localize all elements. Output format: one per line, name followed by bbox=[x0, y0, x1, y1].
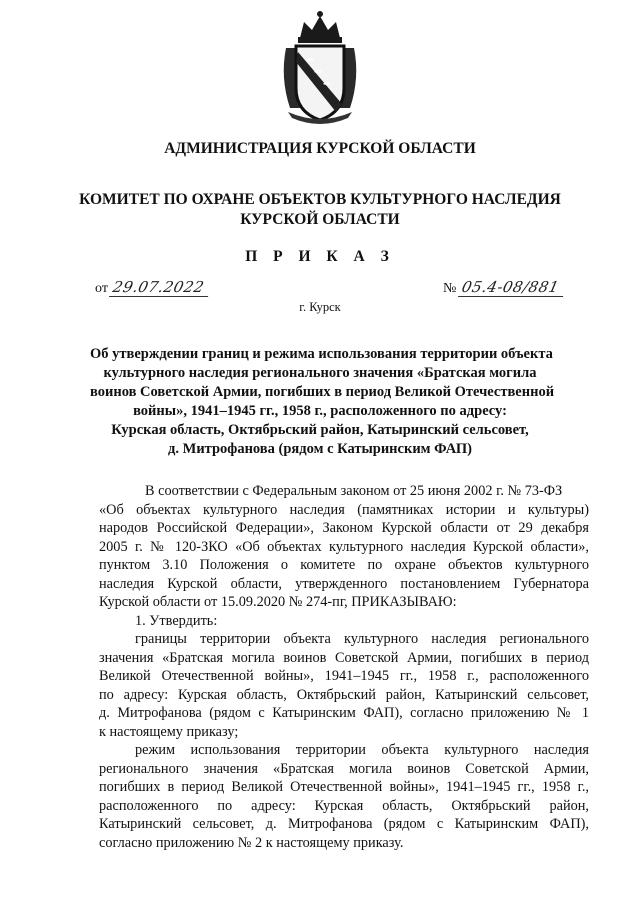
body-line: д. Митрофанова (рядом с Катыринским ФАП), согласно приложению № 1 bbox=[99, 705, 589, 721]
body-line: регионального значения «Братская могила воинов Советской Армии, bbox=[99, 760, 589, 777]
body-line: к настоящему приказу; bbox=[99, 723, 239, 740]
number-prefix: № bbox=[443, 281, 457, 296]
body-line: 2005 г. № 120-ЗКО «Об объектах культурного наследия Курской области», bbox=[99, 538, 589, 555]
body-line: «Об объектах культурного наследия (памятниках истории и культуры) bbox=[99, 501, 589, 518]
body-line: В соответствии с Федеральным законом от 25 июня 2002 г. № 73-ФЗ bbox=[145, 483, 563, 499]
committee-title-line: КУРСКОЙ ОБЛАСТИ bbox=[240, 211, 400, 228]
date-field bbox=[95, 278, 210, 297]
body-line: расположенного по адресу: Курская область, Октябрьский район, bbox=[99, 797, 589, 814]
body-line: Великой Отечественной войны», 1941–1945 гг., 1958 г., расположенного bbox=[99, 668, 589, 684]
subject-line: Об утверждении границ и режима использования территории объекта bbox=[90, 346, 553, 362]
committee-title bbox=[0, 190, 640, 230]
number-field bbox=[443, 278, 565, 297]
body-line: пунктом 3.10 Положения о комитете по охране объектов культурного bbox=[99, 557, 589, 573]
subject-line: культурного наследия регионального значения «Братская могила bbox=[103, 365, 537, 381]
date-prefix: от bbox=[95, 281, 108, 296]
body-line: Курской области от 15.09.2020 № 274-пг, ПРИКАЗЫВАЮ: bbox=[99, 594, 457, 610]
order-subject bbox=[90, 345, 555, 459]
body-line: значения «Братская могила воинов Советской Армии, погибших в период bbox=[99, 649, 589, 666]
body-line: погибших в период Великой Отечественной войны», 1941–1945 гг., 1958 г., bbox=[99, 779, 589, 795]
body-line: наследия Курской области, утвержденного постановлением Губернатора bbox=[99, 575, 589, 592]
subject-line: воинов Советской Армии, погибших в период Великой Отечественной bbox=[90, 384, 555, 400]
subject-line: Курская область, Октябрьский район, Катыринский сельсовет, bbox=[111, 422, 529, 438]
city-label: г. Курск bbox=[299, 300, 341, 314]
body-line: режим использования территории объекта культурного наследия bbox=[135, 742, 589, 758]
body-line: Катыринский сельсовет, д. Митрофанова (рядом с Катыринским ФАП), bbox=[99, 816, 589, 832]
subject-line: войны», 1941–1945 гг., 1958 г., расположенного по адресу: bbox=[133, 403, 507, 419]
document-type: П Р И К А З bbox=[245, 248, 395, 265]
number-value: 05.4-08/881 bbox=[458, 278, 567, 297]
coat-of-arms-icon bbox=[276, 8, 364, 126]
body-line: народов Российской Федерации», Законом Курской области от 29 декабря bbox=[99, 520, 589, 536]
body-line: согласно приложению № 2 к настоящему приказу. bbox=[99, 834, 404, 851]
date-value: 29.07.2022 bbox=[109, 278, 212, 297]
order-body bbox=[99, 482, 589, 852]
subject-line: д. Митрофанова (рядом с Катыринским ФАП) bbox=[168, 441, 472, 457]
committee-title-line: КОМИТЕТ ПО ОХРАНЕ ОБЪЕКТОВ КУЛЬТУРНОГО НАСЛЕДИЯ bbox=[79, 191, 561, 208]
body-line: границы территории объекта культурного наследия регионального bbox=[135, 631, 589, 647]
body-line: 1. Утвердить: bbox=[135, 612, 218, 629]
administration-title: АДМИНИСТРАЦИЯ КУРСКОЙ ОБЛАСТИ bbox=[164, 140, 476, 157]
body-line: по адресу: Курская область, Октябрьский район, Катыринский сельсовет, bbox=[99, 686, 589, 703]
